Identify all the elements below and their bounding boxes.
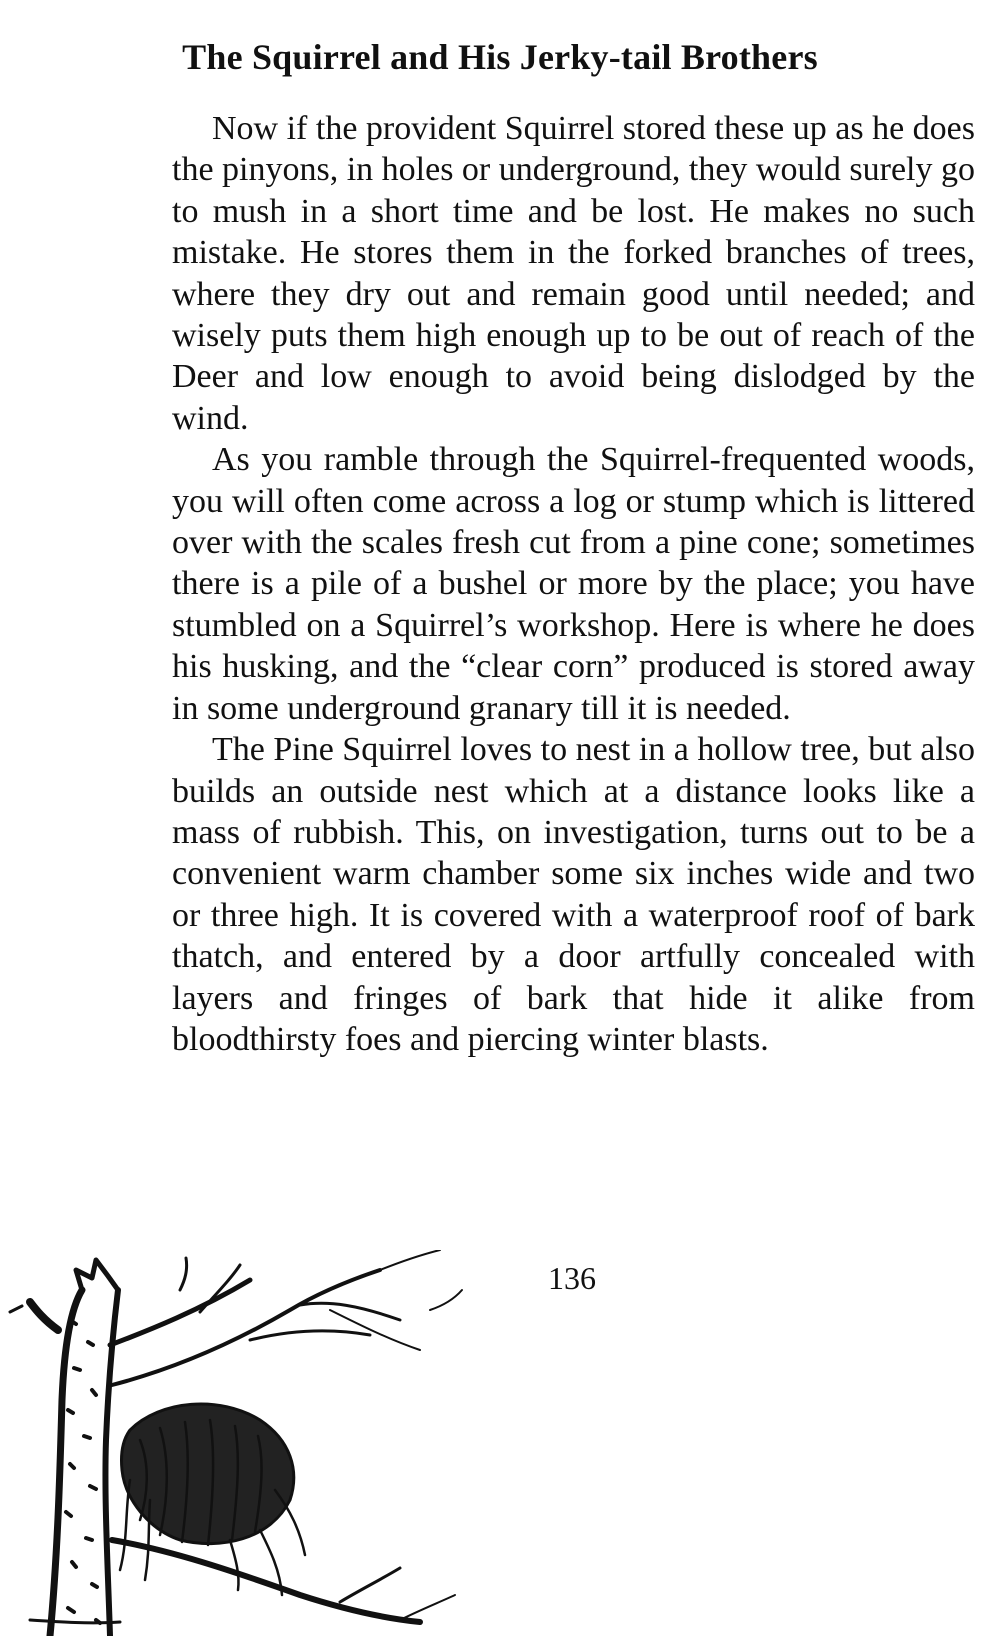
paragraph-2: As you ramble through the Squirrel-frequented woods, you will often come across a log or stump which is littered over with the scales fresh cut from a pine cone; sometimes there is a pile of a bushel or more by the place; you have stumbled on a Squirrel’s workshop. Here is where he does his husking, and the “clear corn” produced is stored away in some underground granary till it is needed. bbox=[172, 441, 975, 727]
tree-trunk bbox=[50, 1290, 82, 1636]
paragraph-1: Now if the provident Squirrel stored these up as he does the pinyons, in holes or underground, they would surely go to mush in a short time and be lost. He makes no such mistake. He stores them in the forked branches of trees, where they dry out and remain good until needed; and wisely puts them high enough up to be out of reach of the Deer and low enough to avoid being dislodged by the wind. bbox=[172, 110, 976, 437]
lower-branch bbox=[112, 1540, 420, 1622]
tree-nest-illustration bbox=[0, 1250, 520, 1636]
page-number: 136 bbox=[548, 1260, 596, 1296]
body-text bbox=[172, 108, 975, 1060]
paragraph-3: The Pine Squirrel loves to nest in a hollow tree, but also builds an outside nest which at a distance looks like a mass of rubbish. This, on investigation, turns out to be a convenient warm chamber some six inches wide and two or three high. It is covered with a waterproof roof of bark thatch, and entered by a door artfully concealed with layers and fringes of bark that hide it alike from bloodthirsty foes and piercing winter blasts. bbox=[172, 731, 975, 1058]
running-head: The Squirrel and His Jerky-tail Brothers bbox=[182, 37, 818, 77]
